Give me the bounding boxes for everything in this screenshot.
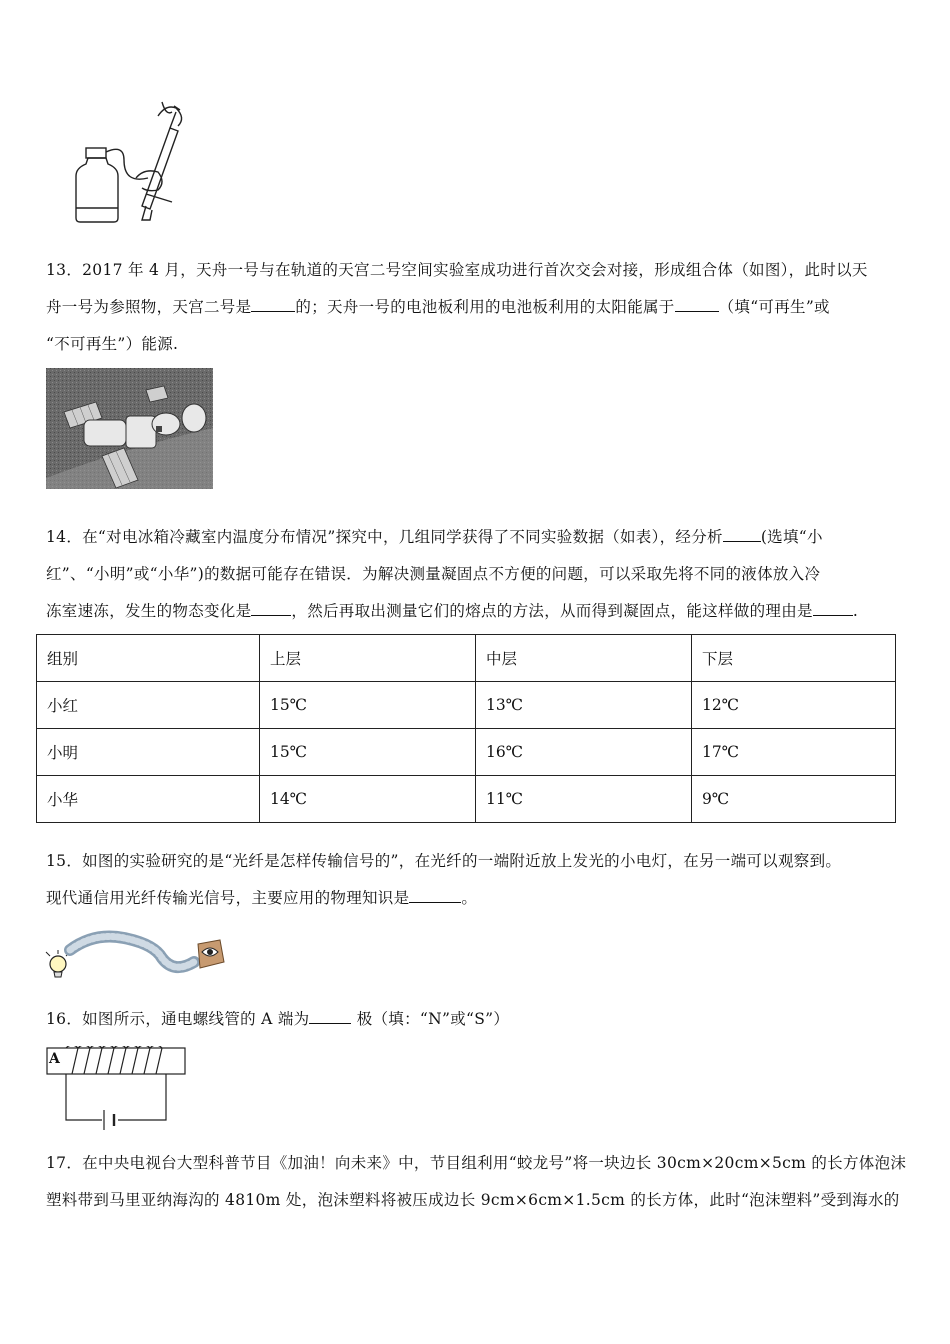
answer-blank[interactable]: [251, 601, 291, 616]
table-cell: 11℃: [476, 776, 692, 823]
q17-line-1: 17．在中央电视台大型科普节目《加油！向未来》中，节目组利用“蛟龙号”将一块边长 30cm×20cm×5cm 的长方体泡沫: [46, 1154, 907, 1172]
solenoid-circuit-figure: [46, 1046, 186, 1136]
table-row: [37, 682, 896, 729]
table-cell: 9℃: [692, 776, 896, 823]
bottle-syringe-figure: [62, 98, 192, 228]
table-header-row: [37, 635, 896, 682]
question-16: [46, 1001, 908, 1038]
table-cell: 13℃: [476, 682, 692, 729]
answer-blank[interactable]: [309, 1009, 351, 1024]
q16-line-1: 16．如图所示，通电螺线管的 A 端为 极（填：“N”或“S”）: [46, 1010, 510, 1028]
table-header-cell: 上层: [260, 635, 476, 682]
table-cell: 16℃: [476, 729, 692, 776]
q17-line-2: 塑料带到马里亚纳海沟的 4810m 处，泡沫塑料将被压成边长 9cm×6cm×1.5cm 的长方体，此时“泡沫塑料”受到海水的: [46, 1191, 900, 1209]
q14-line-3: 冻室速冻，发生的物态变化是 ，然后再取出测量它们的熔点的方法，从而得到凝固点，能这样做的理由是 .: [46, 602, 859, 620]
eye-icon: [198, 940, 224, 968]
table-cell: 小红: [37, 682, 260, 729]
solenoid-end-label: A: [49, 1051, 60, 1067]
q13-line-3: “不可再生”）能源.: [46, 335, 179, 353]
optical-fiber-figure: [44, 922, 228, 982]
table-cell: 小华: [37, 776, 260, 823]
q15-line-2: 现代通信用光纤传输光信号，主要应用的物理知识是 。: [46, 889, 478, 907]
table-cell: 15℃: [260, 682, 476, 729]
question-15: [46, 843, 908, 917]
q14-line-2: 红”、“小明”或“小华”)的数据可能存在错误．为解决测量凝固点不方便的问题，可以采取先将不同的液体放入冷: [46, 565, 821, 583]
answer-blank[interactable]: [251, 297, 295, 312]
answer-blank[interactable]: [723, 527, 761, 542]
q13-line-2: 舟一号为参照物，天宫二号是 的；天舟一号的电池板利用的电池板利用的太阳能属于 （填“可再生”或: [46, 298, 830, 316]
answer-blank[interactable]: [675, 297, 719, 312]
question-17: [46, 1145, 908, 1219]
answer-blank[interactable]: [409, 888, 461, 903]
table-cell: 15℃: [260, 729, 476, 776]
solenoid-diagram: [46, 1046, 186, 1136]
table-cell: 17℃: [692, 729, 896, 776]
table-header-cell: 组别: [37, 635, 260, 682]
temperature-table: [36, 634, 896, 823]
table-cell: 12℃: [692, 682, 896, 729]
spacecraft-docking-photo: [46, 368, 213, 489]
table-cell: 小明: [37, 729, 260, 776]
q14-line-1: 14．在“对电冰箱冷藏室内温度分布情况”探究中，几组同学获得了不同实验数据（如表），经分析 (选填“小: [46, 528, 823, 546]
q13-line-1: 13．2017 年 4 月，天舟一号与在轨道的天宫二号空间实验室成功进行首次交会对接，形成组合体（如图），此时以天: [46, 261, 868, 279]
question-14: [46, 519, 908, 630]
answer-blank[interactable]: [813, 601, 853, 616]
table-cell: 14℃: [260, 776, 476, 823]
table-header-cell: 下层: [692, 635, 896, 682]
question-13: [46, 252, 908, 363]
q15-line-1: 15．如图的实验研究的是“光纤是怎样传输信号的”，在光纤的一端附近放上发光的小电灯，在另一端可以观察到。: [46, 852, 842, 870]
table-row: [37, 776, 896, 823]
table-header-cell: 中层: [476, 635, 692, 682]
table-row: [37, 729, 896, 776]
